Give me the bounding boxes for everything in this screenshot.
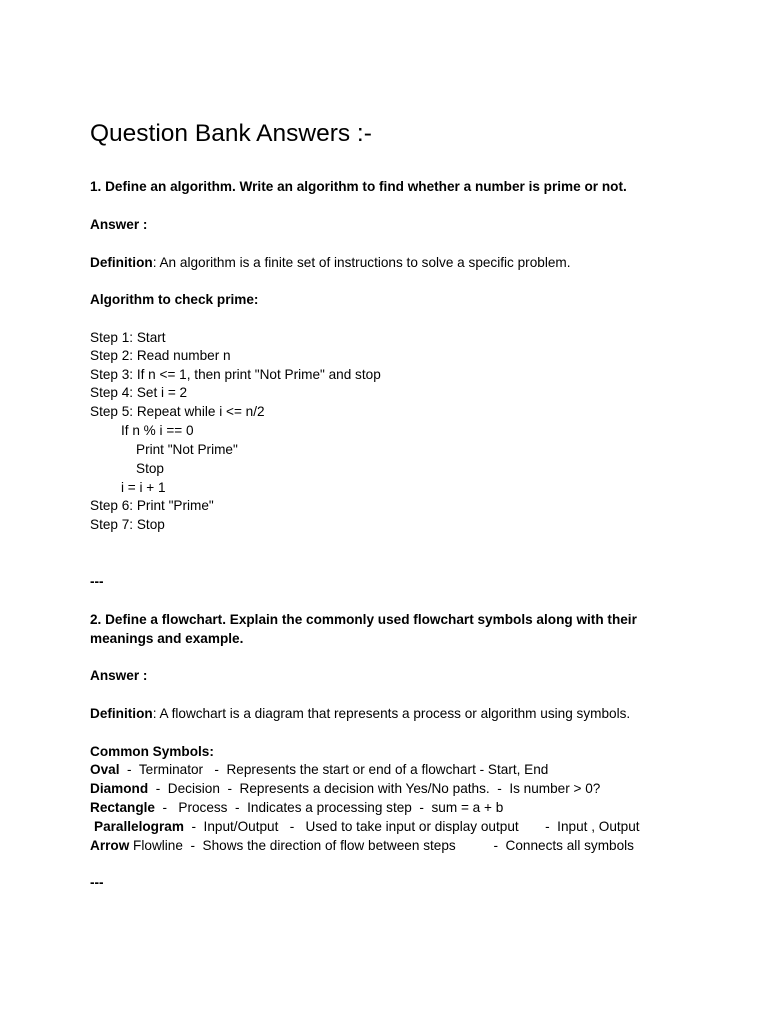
symbol-name: Diamond <box>90 781 149 796</box>
algorithm-step: Step 1: Start <box>90 330 166 345</box>
algorithm-step: Step 6: Print "Prime" <box>90 498 214 513</box>
symbol-row-parallelogram <box>94 818 640 836</box>
definition-label: Definition <box>90 706 153 721</box>
section-separator: --- <box>90 574 104 589</box>
symbol-row-diamond <box>90 780 600 798</box>
symbol-name: Parallelogram <box>94 819 184 834</box>
definition-text: : An algorithm is a finite set of instructions to solve a specific problem. <box>152 255 571 270</box>
definition-2 <box>90 705 630 723</box>
definition-1 <box>90 254 571 272</box>
section-separator: --- <box>90 875 104 890</box>
symbol-description: - Input/Output - Used to take input or display output - Input , Output <box>183 819 640 834</box>
symbol-description: - Decision - Represents a decision with Yes/No paths. - Is number > 0? <box>148 781 601 796</box>
definition-label: Definition <box>90 255 153 270</box>
page-title: Question Bank Answers :- <box>90 120 372 147</box>
symbol-row-rectangle <box>90 799 503 817</box>
question-2-line-2: meanings and example. <box>90 631 244 646</box>
algorithm-substep: Stop <box>136 461 164 476</box>
algorithm-step: Step 2: Read number n <box>90 348 231 363</box>
algorithm-step: Step 7: Stop <box>90 517 165 532</box>
symbol-description: Flowline - Shows the direction of flow between steps - Connects all symbols <box>129 838 634 853</box>
symbol-row-oval <box>90 761 548 779</box>
symbol-description: - Process - Indicates a processing step - sum = a + b <box>154 800 504 815</box>
question-1: 1. Define an algorithm. Write an algorithm to find whether a number is prime or not. <box>90 179 627 194</box>
algorithm-step: Step 4: Set i = 2 <box>90 385 188 400</box>
algorithm-step: Step 3: If n <= 1, then print "Not Prime" and stop <box>90 367 381 382</box>
symbol-description: - Terminator - Represents the start or end of a flowchart - Start, End <box>119 762 549 777</box>
symbol-name: Rectangle <box>90 800 155 815</box>
symbols-heading: Common Symbols: <box>90 744 214 759</box>
definition-text: : A flowchart is a diagram that represents a process or algorithm using symbols. <box>152 706 631 721</box>
algorithm-step: Step 5: Repeat while i <= n/2 <box>90 404 265 419</box>
algorithm-substep: If n % i == 0 <box>121 423 194 438</box>
algorithm-substep: i = i + 1 <box>121 480 166 495</box>
answer-label-2: Answer : <box>90 668 148 683</box>
algorithm-substep: Print "Not Prime" <box>136 442 238 457</box>
symbol-name: Arrow <box>90 838 130 853</box>
symbol-name: Oval <box>90 762 120 777</box>
question-2-line-1: 2. Define a flowchart. Explain the commonly used flowchart symbols along with their <box>90 612 637 627</box>
algorithm-heading: Algorithm to check prime: <box>90 292 259 307</box>
symbol-row-arrow <box>90 837 634 855</box>
answer-label-1: Answer : <box>90 217 148 232</box>
